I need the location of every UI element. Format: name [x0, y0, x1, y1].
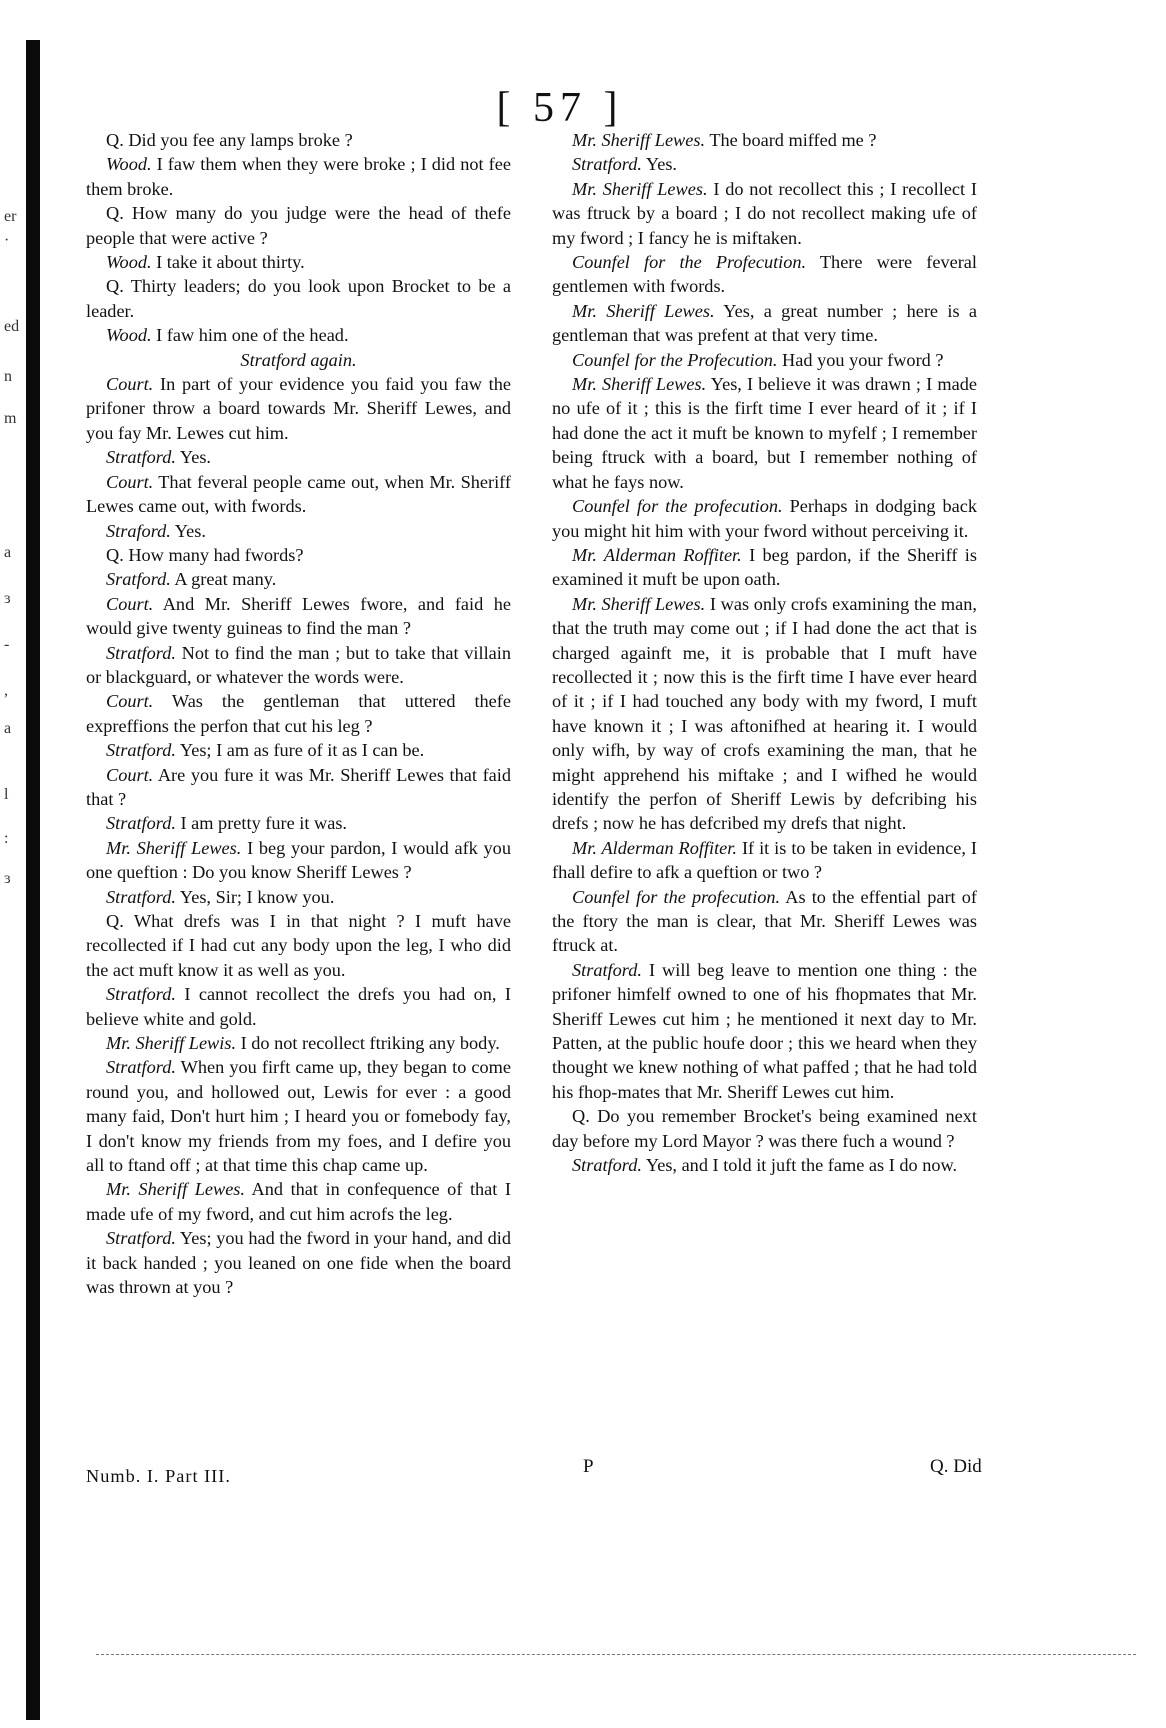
speaker-name: Counfel for the profecution.: [572, 886, 781, 907]
testimony-paragraph: [86, 445, 511, 469]
speaker-name: Mr. Sheriff Lewes.: [572, 374, 707, 395]
testimony-paragraph: [86, 763, 511, 812]
testimony-paragraph: [86, 1031, 511, 1055]
speaker-name: Counfel for the Profecution.: [572, 252, 807, 273]
speech-text: I faw him one of the head.: [156, 325, 349, 346]
testimony-paragraph: [86, 519, 511, 543]
speech-text: I beg your pardon, I would afk you one queftion : Do you know Sheriff Lewes ?: [86, 837, 511, 883]
speaker-name: Court.: [106, 691, 154, 712]
bleed-glyph: ,: [4, 682, 8, 699]
speech-text: Q. Did you fee any lamps broke ?: [106, 130, 353, 150]
bleed-glyph: :: [4, 830, 9, 847]
speech-text: Yes, I believe it was drawn ; I made no ufe of it ; this is the firft time I ever heard of it ; if I had done the act it muft be known to myfelf ; I remember being ftruck with a board, but I remember nothing of what he fays now.: [552, 374, 977, 492]
testimony-paragraph: [86, 372, 511, 445]
speech-text: Yes.: [179, 447, 211, 468]
speaker-name: Mr. Sheriff Lewes.: [106, 837, 242, 858]
testimony-paragraph: [552, 885, 977, 958]
speaker-name: Court.: [106, 764, 154, 785]
speaker-name: Mr. Sheriff Lewes.: [572, 130, 706, 150]
speech-text: Yes; I am as fure of it as I can be.: [179, 740, 425, 761]
speaker-name: Mr. Sheriff Lewes.: [572, 300, 715, 321]
speech-text: Q. Thirty leaders; do you look upon Brocket to be a leader.: [86, 276, 511, 321]
speaker-name: Sratford.: [106, 569, 171, 590]
speech-text: I beg pardon, if the Sheriff is examined it muft be upon oath.: [552, 544, 977, 590]
testimony-paragraph: [86, 201, 511, 250]
speech-text: Yes.: [645, 154, 677, 175]
bleed-glyph: ·: [4, 232, 10, 249]
speech-text: Are you fure it was Mr. Sheriff Lewes that faid that ?: [86, 764, 511, 809]
speaker-name: Stratford.: [106, 984, 176, 1005]
speech-text: I do not recollect this ; I recollect I was ftruck by a board ; I do not recollect making ufe of my fword ; I fancy he is miftaken.: [552, 178, 977, 248]
speaker-name: Counfel for the profecution.: [572, 496, 783, 517]
testimony-paragraph: [86, 738, 511, 762]
bleed-glyph: m: [4, 410, 17, 427]
speech-text: Had you your fword ?: [782, 349, 944, 370]
speech-text: And Mr. Sheriff Lewes fwore, and faid he would give twenty guineas to find the man ?: [86, 593, 511, 639]
footer-number-part: Numb. I. Part III.: [86, 1466, 231, 1486]
speaker-name: Court.: [106, 471, 154, 492]
testimony-paragraph: [86, 836, 511, 885]
right-column: [552, 128, 977, 1177]
testimony-paragraph: [86, 1226, 511, 1299]
speaker-name: Mr. Alderman Roffiter.: [572, 837, 737, 858]
bleed-glyph: -: [4, 636, 10, 653]
speech-text: I will beg leave to mention one thing : the prifoner himfelf owned to one of his fhopmates that Mr. Sheriff Lewes cut him ; he mentioned it next day to Mr. Patten, at the public houfe door ; this we heard when they thought we knew nothing of what paffed ; that he had told his fhop-mates that Mr. Sheriff Lewes cut him.: [552, 959, 978, 1102]
speech-text: Yes, a great number ; here is a gentleman that was prefent at that very time.: [552, 300, 977, 346]
speaker-name: Stratford.: [106, 1057, 176, 1078]
speaker-name: Stratford.: [106, 1228, 176, 1249]
testimony-paragraph: [86, 885, 511, 909]
speaker-name: Mr. Sheriff Lewis.: [106, 1033, 237, 1054]
speaker-name: Court.: [106, 374, 154, 395]
testimony-paragraph: [552, 348, 977, 372]
testimony-paragraph: [86, 567, 511, 591]
left-column: [86, 128, 511, 1300]
testimony-paragraph: [86, 543, 511, 567]
speech-text: There were feveral gentlemen with fwords.: [552, 252, 977, 297]
speech-text: A great many.: [174, 569, 277, 590]
bleed-glyph: er: [4, 208, 17, 225]
page-binding-edge: [26, 40, 40, 1720]
speaker-name: Wood.: [106, 252, 152, 273]
speech-text: I do not recollect ftriking any body.: [240, 1033, 500, 1054]
speech-text: Was the gentleman that uttered thefe expreffions the perfon that cut his leg ?: [86, 691, 511, 736]
speaker-name: Stratford.: [572, 154, 642, 175]
testimony-paragraph: [552, 152, 977, 176]
speech-text: Q. What drefs was I in that night ? I muft have recollected if I had cut any body upon the leg, I who did the act muft know it as well as you.: [86, 911, 511, 980]
signature-mark: P: [583, 1456, 594, 1477]
speech-text: Yes, and I told it juft the fame as I do now.: [645, 1155, 958, 1176]
speaker-name: Stratford.: [106, 886, 176, 907]
page-number: [ 57 ]: [496, 85, 624, 131]
testimony-paragraph: [86, 592, 511, 641]
testimony-paragraph: [86, 128, 511, 152]
testimony-paragraph: [552, 299, 977, 348]
speech-text: Yes, Sir; I know you.: [179, 886, 335, 907]
speaker-name: Court.: [106, 593, 154, 614]
speaker-name: Stratford.: [572, 1155, 642, 1176]
left-margin-bleed: [0, 0, 24, 1728]
speech-text: I faw them when they were broke ; I did not fee them broke.: [86, 154, 511, 199]
testimony-paragraph: [86, 982, 511, 1031]
speech-text: Perhaps in dodging back you might hit him with your fword without perceiving it.: [552, 496, 977, 541]
testimony-paragraph: [86, 641, 511, 690]
speech-text: I am pretty fure it was.: [180, 813, 348, 834]
bleed-glyph: n: [4, 368, 12, 385]
testimony-paragraph: [86, 323, 511, 347]
testimony-paragraph: [86, 274, 511, 323]
testimony-paragraph: [86, 689, 511, 738]
speaker-name: Stratford.: [106, 813, 176, 834]
testimony-paragraph: [552, 592, 977, 836]
speaker-name: Mr. Sheriff Lewes.: [572, 593, 706, 614]
bottom-edge-rule: [96, 1654, 1136, 1655]
speech-text: In part of your evidence you faid you faw the prifoner throw a board towards Mr. Sheriff Lewes, and you fay Mr. Lewes cut him.: [86, 374, 512, 443]
speaker-name: Wood.: [106, 154, 152, 175]
speech-text: I cannot recollect the drefs you had on, I believe white and gold.: [86, 984, 512, 1029]
testimony-paragraph: [552, 372, 977, 494]
testimony-paragraph: [86, 811, 511, 835]
testimony-paragraph: [552, 836, 977, 885]
testimony-paragraph: [552, 128, 977, 152]
speech-text: Q. Do you remember Brocket's being examined next day before my Lord Mayor ? was there fuch a wound ?: [552, 1106, 977, 1151]
testimony-paragraph: [552, 494, 977, 543]
testimony-paragraph: [552, 958, 977, 1104]
speaker-name: Stratford.: [106, 642, 176, 663]
testimony-paragraph: [86, 152, 511, 201]
testimony-paragraph: [86, 250, 511, 274]
speech-text: If it is to be taken in evidence, I fhall defire to afk a queftion or two ?: [552, 837, 977, 883]
speech-text: Yes.: [174, 520, 206, 541]
catchword: Q. Did: [930, 1456, 982, 1477]
bleed-glyph: l: [4, 786, 9, 803]
speech-text: When you firft came up, they began to come round you, and hollowed out, Lewis for ever : a good many faid, Don't hurt him ; I heard you or fomebody fay, I don't know my friends from my foes, and I defire you all to ftand off ; at that time this chap came up.: [86, 1057, 511, 1176]
bleed-glyph: a: [4, 720, 12, 737]
testimony-paragraph: [552, 1104, 977, 1153]
speaker-name: Stratford.: [106, 447, 176, 468]
speech-text: That feveral people came out, when Mr. Sheriff Lewes came out, with fwords.: [86, 471, 511, 517]
speech-text: Q. How many had fwords?: [106, 544, 304, 565]
testimony-paragraph: [86, 1177, 511, 1226]
testimony-paragraph: [86, 348, 511, 372]
bleed-glyph: ɜ: [4, 870, 11, 887]
speech-text: Q. How many do you judge were the head of thefe people that were active ?: [86, 203, 511, 248]
speech-text: I take it about thirty.: [156, 252, 305, 273]
testimony-paragraph: [86, 470, 511, 519]
testimony-paragraph: [552, 177, 977, 250]
speaker-name: Mr. Alderman Roffiter.: [572, 544, 742, 565]
testimony-paragraph: [86, 909, 511, 982]
speaker-name: Stratford.: [572, 959, 642, 980]
testimony-paragraph: [552, 250, 977, 299]
speaker-name: Stratford again.: [240, 349, 357, 370]
speech-text: As to the effential part of the ftory the man is clear, that Mr. Sheriff Lewes was ftruck at.: [552, 886, 977, 956]
speech-text: Not to find the man ; but to take that villain or blackguard, or whatever the words were.: [86, 642, 511, 687]
bleed-glyph: ed: [4, 318, 20, 335]
bleed-glyph: a: [4, 544, 12, 561]
testimony-paragraph: [86, 1055, 511, 1177]
speaker-name: Mr. Sheriff Lewes.: [106, 1179, 245, 1200]
speaker-name: Counfel for the Profecution.: [572, 349, 778, 370]
speech-text: And that in confequence of that I made ufe of my fword, and cut him acrofs the leg.: [86, 1179, 511, 1224]
speech-text: Yes; you had the fword in your hand, and did it back handed ; you leaned on one fide when the board was thrown at you ?: [86, 1228, 511, 1298]
testimony-paragraph: [552, 1153, 977, 1177]
speaker-name: Straford.: [106, 520, 171, 541]
speaker-name: Wood.: [106, 325, 152, 346]
bleed-glyph: ɜ: [4, 590, 11, 607]
testimony-paragraph: [552, 543, 977, 592]
speaker-name: Mr. Sheriff Lewes.: [572, 178, 708, 199]
speech-text: The board miffed me ?: [709, 130, 877, 150]
speaker-name: Stratford.: [106, 740, 176, 761]
speech-text: I was only crofs examining the man, that the truth may come out ; if I had done the act that is charged againft me, it is probable that I muft have recollected it ; now this is the firft time I have ever heard of it ; if I had touched any body with my fword, I muft have known it ; I was aftonifhed at hearing it. I would only wifh, by way of crofs examining the man, that he might apprehend his miftake ; and I wifhed he would identify the perfon of Sheriff Lewis by defcribing his drefs ; now he has defcribed my drefs that night.: [552, 593, 977, 834]
